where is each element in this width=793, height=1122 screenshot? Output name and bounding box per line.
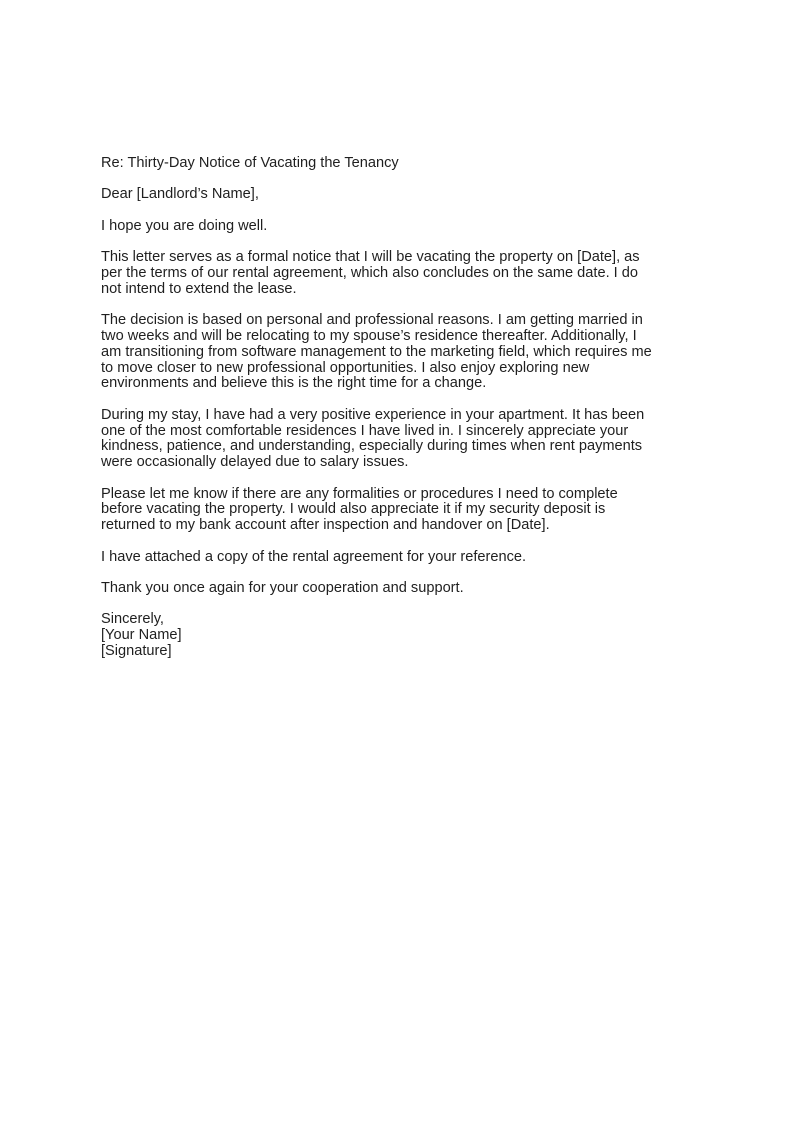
sender-name: [Your Name] [101, 627, 182, 644]
letter-body [101, 156, 681, 675]
paragraph-line: environments and believe this is the right time for a change. [101, 375, 487, 392]
paragraph-line: not intend to extend the lease. [101, 280, 297, 297]
paragraph-line: one of the most comfortable residences I have lived in. I sincerely appreciate your [101, 422, 629, 439]
subject-line: Re: Thirty-Day Notice of Vacating the Tenancy [101, 155, 399, 171]
paragraph-line: During my stay, I have had a very positive experience in your apartment. It has been [101, 406, 645, 423]
paragraph-line: Please let me know if there are any formalities or procedures I need to complete [101, 485, 618, 502]
thanks-line: Thank you once again for your cooperation and support. [101, 579, 464, 596]
salutation: Dear [Landlord’s Name], [101, 186, 259, 203]
greeting: I hope you are doing well. [101, 217, 268, 234]
paragraph-line: to move closer to new professional opportunities. I also enjoy exploring new [101, 359, 590, 376]
paragraph-line: The decision is based on personal and professional reasons. I am getting married in [101, 312, 643, 329]
paragraph-reasons [101, 313, 681, 392]
attachment-note: I have attached a copy of the rental agreement for your reference. [101, 548, 527, 565]
valediction: Sincerely, [101, 611, 164, 628]
signature-placeholder: [Signature] [101, 642, 172, 659]
paragraph-line: before vacating the property. I would also appreciate it if my security deposit is [101, 501, 606, 518]
paragraph-line: two weeks and will be relocating to my spouse’s residence thereafter. Additionally, I [101, 327, 637, 344]
paragraph-line: were occasionally delayed due to salary issues. [101, 454, 409, 471]
paragraph-line: returned to my bank account after inspection and handover on [Date]. [101, 517, 550, 534]
paragraph-line: per the terms of our rental agreement, which also concludes on the same date. I do [101, 264, 639, 281]
paragraph-line: This letter serves as a formal notice that I will be vacating the property on [Date], as [101, 249, 640, 266]
paragraph-formalities [101, 487, 681, 534]
paragraph-experience [101, 408, 681, 471]
paragraph-notice [101, 250, 681, 297]
closing-block [101, 612, 681, 659]
paragraph-line: kindness, patience, and understanding, especially during times when rent payments [101, 438, 643, 455]
paragraph-line: am transitioning from software management to the marketing field, which requires me [101, 343, 652, 360]
